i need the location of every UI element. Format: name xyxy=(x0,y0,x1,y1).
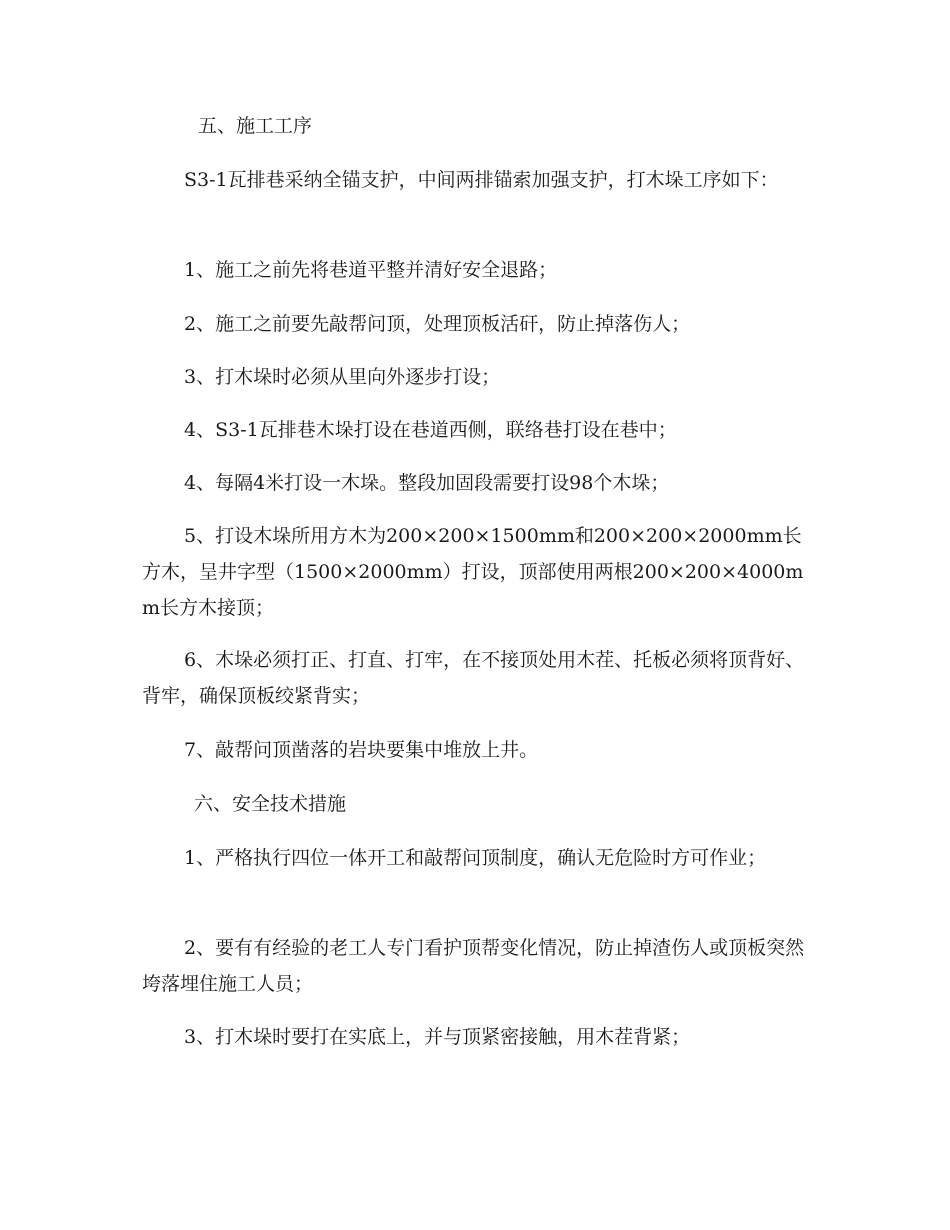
paragraph-step-2: 2、施工之前要先敲帮问顶，处理顶板活矸，防止掉落伤人； xyxy=(184,313,691,335)
paragraph-safety-1: 1、严格执行四位一体开工和敲帮问顶制度，确认无危险时方可作业； xyxy=(184,847,767,869)
paragraph-step-6: 6、木垛必须打正、打直、打牢，在不接顶处用木茬、托板必须将顶背好、背牢，确保顶板绞紧背实； xyxy=(142,649,805,707)
paragraph-step-4b: 4、每隔4米打设一木垛。整段加固段需要打设98个木垛； xyxy=(184,472,670,494)
paragraph-step-4a: 4、S3-1瓦排巷木垛打设在巷道西侧，联络巷打设在巷中； xyxy=(184,419,677,441)
paragraph-step-7: 7、敲帮问顶凿落的岩块要集中堆放上井。 xyxy=(184,739,539,761)
paragraph-intro: S3-1瓦排巷采纳全锚支护，中间两排锚索加强支护，打木垛工序如下： xyxy=(184,169,779,191)
section-heading-safety-measures: 六、安全技术措施 xyxy=(194,793,347,815)
paragraph-step-1: 1、施工之前先将巷道平整并清好安全退路； xyxy=(184,259,558,281)
paragraph-step-5: 5、打设木垛所用方木为200×200×1500mm和200×200×2000mm长方木，呈井字型（1500×2000mm）打设，顶部使用两根200×200×4000mm长方木接顶； xyxy=(142,525,804,619)
section-heading-construction-process: 五、施工工序 xyxy=(198,115,313,137)
paragraph-step-3: 3、打木垛时必须从里向外逐步打设； xyxy=(184,366,501,388)
paragraph-safety-3: 3、打木垛时要打在实底上，并与顶紧密接触，用木茬背紧； xyxy=(184,1026,691,1048)
paragraph-safety-2: 2、要有有经验的老工人专门看护顶帮变化情况，防止掉渣伤人或顶板突然垮落埋住施工人员； xyxy=(142,937,805,995)
